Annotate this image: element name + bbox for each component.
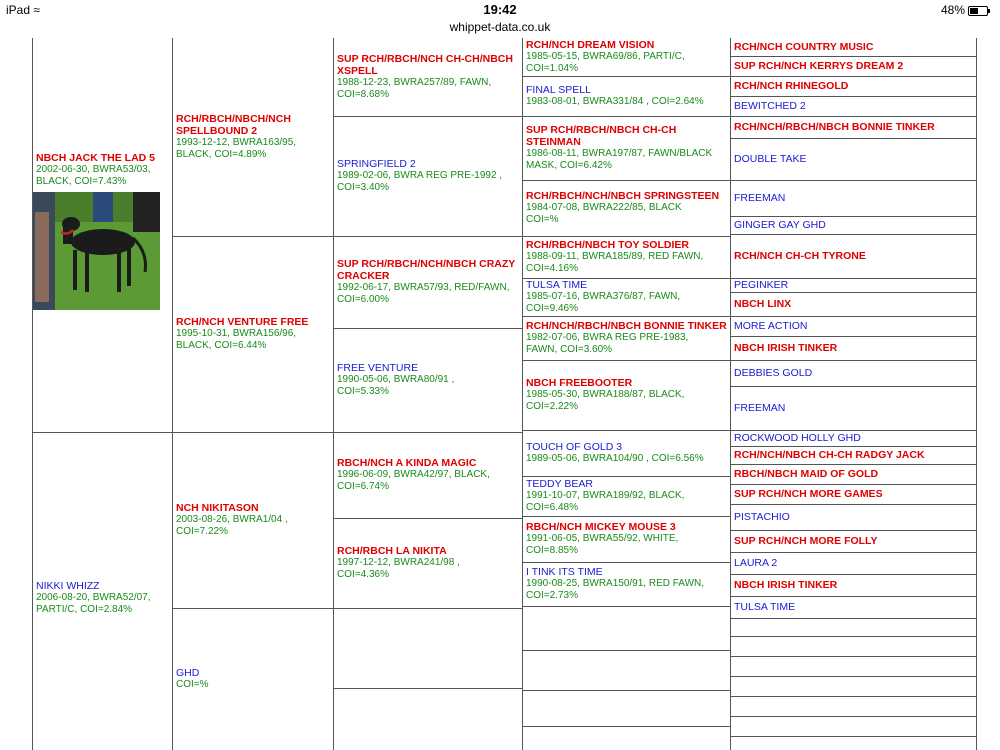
battery-icon [968,6,988,16]
gen3-cell [334,518,522,608]
dog-name-link[interactable]: RCH/NCH DREAM VISION [526,39,655,51]
dog-info: 1991-06-05, BWRA55/92, WHITE, [526,533,679,544]
dog-info: 1985-07-16, BWRA376/87, FAWN, [526,291,681,302]
gen3-cell [334,688,522,750]
gen4-cell [523,476,730,516]
gen3-cell [334,116,522,236]
dog-name-link[interactable]: NIKKI WHIZZ [36,580,100,592]
dog-name-link[interactable]: RCH/RBCH/NBCH/NCH SPELLBOUND 2 [176,113,291,137]
dog-info: 1982-07-06, BWRA REG PRE-1983, [526,332,689,343]
battery-status [941,3,988,17]
device-name: iPad [6,3,31,17]
column-border [976,38,977,750]
gen5-cell [731,636,976,656]
dog-photo [33,192,160,310]
dog-name-link[interactable]: RCH/RBCH/NCH/NBCH SPRINGSTEEN [526,190,720,202]
dog-name-link[interactable]: DOUBLE TAKE [734,153,807,165]
gen5-cell [731,336,976,360]
dog-info: COI=3.40% [337,182,389,193]
dog-info: 2002-06-30, BWRA53/03, [36,164,151,175]
dog-info: 1989-02-06, BWRA REG PRE-1992 , [337,170,503,181]
dog-info: COI=1.04% [526,63,578,74]
battery-fill [970,8,978,14]
dog-info: 1989-05-06, BWRA104/90 , COI=6.56% [526,453,704,464]
dog-name-link[interactable]: TOUCH OF GOLD 3 [526,441,623,453]
dog-name-link[interactable]: NBCH IRISH TINKER [734,342,838,354]
dog-info: 1992-06-17, BWRA57/93, RED/FAWN, [337,282,510,293]
dog-info: BLACK, COI=4.89% [176,149,267,160]
dog-name-link[interactable]: PISTACHIO [734,511,790,523]
dog-info: 1996-06-09, BWRA42/97, BLACK, [337,469,490,480]
gen5-cell [731,618,976,636]
dog-info: 1985-05-15, BWRA69/86, PARTI/C, [526,51,685,62]
dog-name-link[interactable]: ROCKWOOD HOLLY GHD [734,432,861,444]
dog-info: COI=4.16% [526,263,578,274]
dog-name-link[interactable]: RCH/NCH CH-CH TYRONE [734,250,866,262]
dog-name-link[interactable]: MORE ACTION [734,320,808,332]
gen5-cell [731,76,976,96]
dog-info: COI=2.22% [526,401,578,412]
dog-name-link[interactable]: NBCH LINX [734,298,792,310]
dog-info: FAWN, COI=3.60% [526,344,613,355]
gen4-cell [523,606,730,650]
gen5-cell [731,56,976,76]
gen5-cell [731,696,976,716]
gen4-cell [523,430,730,476]
dog-info: COI=5.33% [337,386,389,397]
dog-info: 1995-10-31, BWRA156/96, [176,328,297,339]
dog-info: BLACK, COI=6.44% [176,340,267,351]
gen1-cell [33,432,172,750]
dog-name-link[interactable]: SUP RCH/NCH MORE GAMES [734,488,883,500]
gen5-cell [731,464,976,484]
dog-info: 1990-08-25, BWRA150/91, RED FAWN, [526,578,705,589]
dog-info: COI=% [526,214,559,225]
dog-name-link[interactable]: GINGER GAY GHD [734,219,826,231]
gen3-cell [334,432,522,518]
dog-name-link[interactable]: TULSA TIME [526,279,588,291]
gen4-cell [523,278,730,316]
gen5-cell [731,504,976,530]
dog-name-link[interactable]: BEWITCHED 2 [734,100,806,112]
dog-info: 1986-08-11, BWRA197/87, FAWN/BLACK [526,148,713,159]
gen5-cell [731,278,976,292]
dog-name-link[interactable]: PEGINKER [734,279,789,291]
dog-name-link[interactable]: RCH/NCH COUNTRY MUSIC [734,41,874,53]
dog-name-link[interactable]: SUP RCH/NCH KERRYS DREAM 2 [734,60,904,72]
gen5-cell [731,656,976,676]
dog-name-link[interactable]: DEBBIES GOLD [734,367,813,379]
dog-name-link[interactable]: SUP RCH/NCH MORE FOLLY [734,535,878,547]
gen2-cell [173,38,333,236]
gen5-cell [731,216,976,234]
dog-name-link[interactable]: LAURA 2 [734,557,778,569]
dog-info: COI=6.00% [337,294,389,305]
gen5-cell [731,552,976,574]
dog-info: COI=9.46% [526,303,578,314]
dog-info: BLACK, COI=7.43% [36,176,127,187]
dog-name-link[interactable]: GHD [176,667,200,679]
gen4-cell [523,76,730,116]
gen5-cell [731,116,976,138]
gen5-cell [731,676,976,696]
dog-info: 1990-05-06, BWRA80/91 , [337,374,455,385]
gen4-cell [523,116,730,180]
gen5-cell [731,574,976,596]
dog-info: 1997-12-12, BWRA241/98 , [337,557,460,568]
dog-info: 1985-05-30, BWRA188/87, BLACK, [526,389,685,400]
gen5-cell [731,138,976,180]
dog-name-link[interactable]: FINAL SPELL [526,84,591,96]
dog-name-link[interactable]: FREE VENTURE [337,362,419,374]
gen3-cell [334,236,522,328]
dog-info: 1983-08-01, BWRA331/84 , COI=2.64% [526,96,704,107]
gen4-cell [523,726,730,750]
dog-name-link[interactable]: SUP RCH/RBCH/NCH/NBCH CRAZY CRACKER [337,258,516,282]
gen4-cell [523,180,730,236]
dog-name-link[interactable]: TEDDY BEAR [526,478,593,490]
gen4-cell [523,38,730,76]
clock: 19:42 [483,2,517,17]
dog-info: MASK, COI=6.42% [526,160,612,171]
gen5-cell [731,530,976,552]
gen5-cell [731,716,976,736]
url-bar[interactable]: whippet-data.co.uk [449,20,551,34]
pedigree-table [0,38,1000,750]
dog-info: 2003-08-26, BWRA1/04 , [176,514,288,525]
dog-name-link[interactable]: SUP RCH/RBCH/NBCH CH-CH STEINMAN [526,124,677,148]
gen4-cell [523,562,730,606]
dog-info: 2006-08-20, BWRA52/07, [36,592,151,603]
gen4-cell [523,690,730,726]
dog-name-link[interactable]: RCH/NCH/RBCH/NBCH BONNIE TINKER [734,121,935,133]
dog-info: COI=2.73% [526,590,578,601]
dog-name-link[interactable]: RCH/NCH RHINEGOLD [734,80,849,92]
gen2-cell [173,236,333,432]
dog-name-link[interactable]: RBCH/NCH A KINDA MAGIC [337,457,477,469]
dog-name-link[interactable]: NBCH IRISH TINKER [734,579,838,591]
gen4-cell [523,516,730,562]
dog-info: 1991-10-07, BWRA189/92, BLACK, [526,490,685,501]
dog-name-link[interactable]: I TINK ITS TIME [526,566,603,578]
gen3-cell [334,328,522,432]
gen3-cell [334,38,522,116]
dog-info: 1984-07-08, BWRA222/85, BLACK [526,202,682,213]
dog-name-link[interactable]: RCH/RBCH/NBCH TOY SOLDIER [526,239,689,251]
dog-info: 1988-09-11, BWRA185/89, RED FAWN, [526,251,704,262]
gen3-cell [334,608,522,688]
dog-name-link[interactable]: NCH NIKITASON [176,502,259,514]
dog-name-link[interactable]: FREEMAN [734,402,786,414]
gen5-cell [731,360,976,386]
dog-name-link[interactable]: RCH/NCH/RBCH/NBCH BONNIE TINKER [526,320,727,332]
gen5-cell [731,292,976,316]
gen5-cell [731,484,976,504]
gen5-cell [731,38,976,56]
gen4-cell [523,236,730,278]
dog-name-link[interactable]: NBCH FREEBOOTER [526,377,633,389]
gen4-cell [523,650,730,690]
dog-name-link[interactable]: FREEMAN [734,192,786,204]
dog-name-link[interactable]: RBCH/NCH MICKEY MOUSE 3 [526,521,676,533]
dog-info: COI=7.22% [176,526,228,537]
dog-name-link[interactable]: SUP RCH/RBCH/NCH CH-CH/NBCH XSPELL [337,53,513,77]
gen5-cell [731,430,976,446]
gen4-cell [523,316,730,360]
dog-info: 1993-12-12, BWRA163/95, [176,137,297,148]
dog-info: COI=8.85% [526,545,578,556]
gen4-cell [523,360,730,430]
dog-info: COI=6.74% [337,481,389,492]
dog-name-link[interactable]: RBCH/NBCH MAID OF GOLD [734,468,879,480]
dog-name-link[interactable]: TULSA TIME [734,601,796,613]
dog-info: PARTI/C, COI=2.84% [36,604,133,615]
dog-name-link[interactable]: RCH/RBCH LA NIKITA [337,545,447,557]
wifi-icon: ≈ [33,3,40,17]
dog-info: COI=8.68% [337,89,389,100]
gen5-cell [731,386,976,430]
dog-info: COI=% [176,679,209,690]
status-bar [0,0,1000,20]
gen5-cell [731,180,976,216]
dog-name-link[interactable]: NBCH JACK THE LAD 5 [36,152,156,164]
gen5-cell [731,736,976,750]
gen5-cell [731,234,976,278]
dog-name-link[interactable]: SPRINGFIELD 2 [337,158,416,170]
gen1-cell [33,38,172,192]
battery-percent: 48% [940,3,965,17]
gen5-cell [731,596,976,618]
gen5-cell [731,96,976,116]
dog-info: COI=6.48% [526,502,578,513]
dog-info: 1988-12-23, BWRA257/89, FAWN, [337,77,492,88]
dog-name-link[interactable]: RCH/NCH VENTURE FREE [176,316,309,328]
dog-info: COI=4.36% [337,569,389,580]
gen5-cell [731,316,976,336]
dog-name-link[interactable]: RCH/NCH/NBCH CH-CH RADGY JACK [734,449,925,461]
gen2-cell [173,608,333,750]
gen2-cell [173,432,333,608]
gen5-cell [731,446,976,464]
